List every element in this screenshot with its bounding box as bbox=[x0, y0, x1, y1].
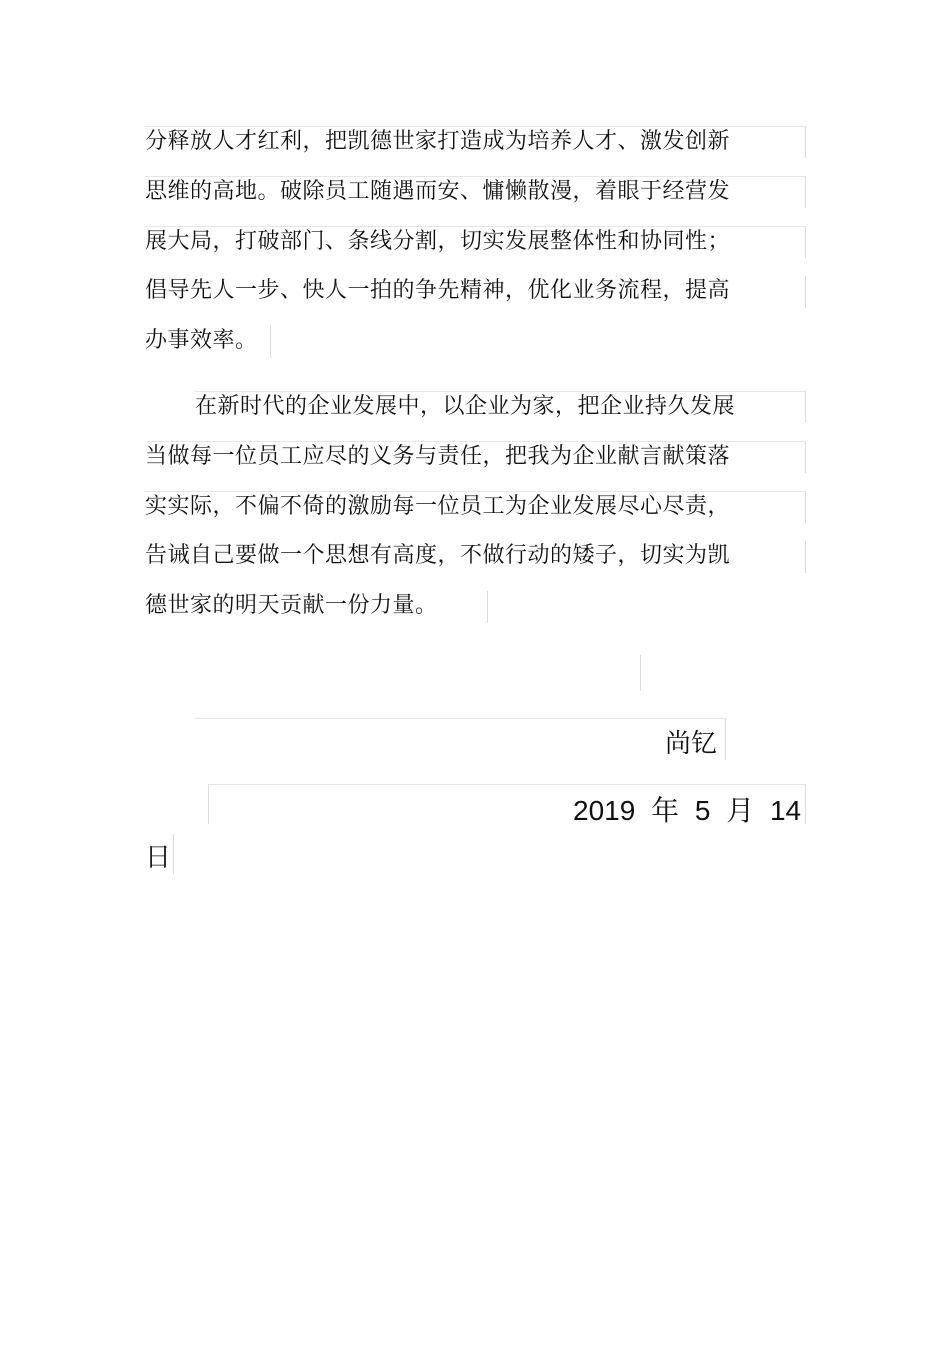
body-text-line: 实实际，不偏不倚的激励每一位员工为企业发展尽心尽责， bbox=[145, 494, 731, 519]
body-text-line: 办事效率。 bbox=[145, 328, 258, 353]
guide-line bbox=[805, 784, 806, 824]
guide-line bbox=[487, 591, 488, 623]
guide-line bbox=[173, 834, 174, 874]
guide-line bbox=[208, 784, 805, 785]
body-text-line: 倡导先人一步、快人一拍的争先精神，优化业务流程，提高 bbox=[145, 278, 731, 303]
body-text-line: 告诫自己要做一个思想有高度，不做行动的矮子，切实为凯 bbox=[145, 543, 731, 568]
guide-line bbox=[805, 276, 806, 308]
signature-name: 尚钇 bbox=[665, 729, 718, 759]
guide-line bbox=[805, 176, 806, 208]
body-text-line: 当做每一位员工应尽的义务与责任，把我为企业献言献策落 bbox=[145, 444, 731, 469]
guide-line bbox=[805, 391, 806, 423]
body-text-line: 分释放人才红利，把凯德世家打造成为培养人才、激发创新 bbox=[145, 129, 731, 154]
signature-date-day: 日 bbox=[145, 843, 172, 873]
guide-line bbox=[195, 718, 725, 719]
body-text-line: 在新时代的企业发展中，以企业为家，把企业持久发展 bbox=[195, 394, 736, 419]
body-text-line: 思维的高地。破除员工随遇而安、慵懒散漫，着眼于经营发 bbox=[145, 179, 731, 204]
body-text-line: 德世家的明天贡献一份力量。 bbox=[145, 593, 438, 618]
signature-date: 2019 年 5 月 14 bbox=[573, 795, 802, 826]
guide-line bbox=[805, 441, 806, 473]
guide-line bbox=[805, 491, 806, 523]
guide-line bbox=[805, 126, 806, 158]
guide-line bbox=[640, 655, 641, 691]
guide-line bbox=[805, 541, 806, 573]
guide-line bbox=[208, 784, 209, 824]
guide-line bbox=[805, 226, 806, 258]
guide-line bbox=[725, 718, 726, 760]
guide-line bbox=[270, 326, 271, 358]
body-text-line: 展大局，打破部门、条线分割，切实发展整体性和协同性； bbox=[145, 229, 731, 254]
